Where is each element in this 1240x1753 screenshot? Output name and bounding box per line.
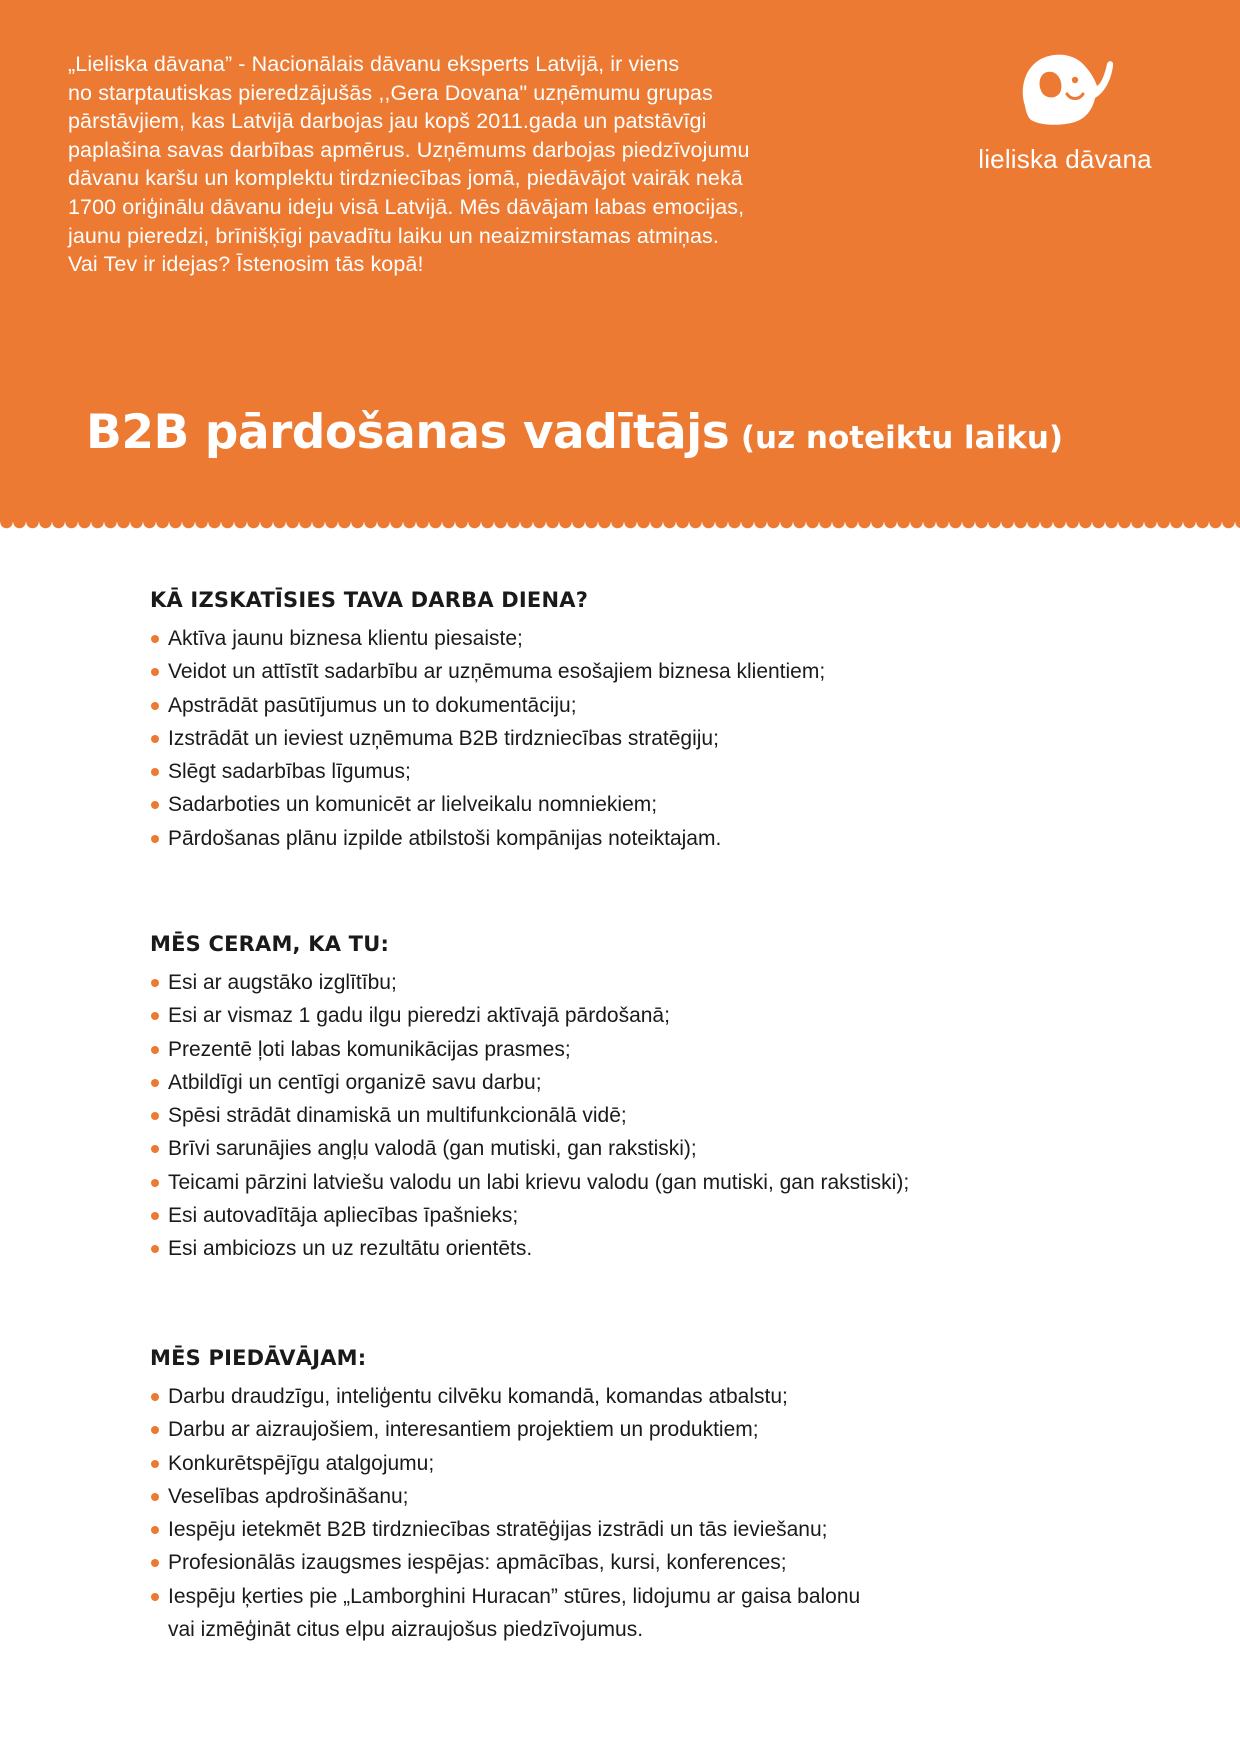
job-title-main: B2B pārdošanas vadītājs: [86, 405, 730, 460]
list-item-text: Esi autovadītāja apliecības īpašnieks;: [168, 1204, 519, 1228]
bullet-list: [150, 966, 1110, 1266]
list-item: [150, 755, 1110, 788]
bullet-icon: [151, 768, 159, 776]
list-item: [150, 1066, 1110, 1099]
list-item: [150, 622, 1110, 655]
bullet-icon: [151, 979, 159, 987]
bullet-icon: [151, 1245, 159, 1253]
list-item-text: Izstrādāt un ieviest uzņēmuma B2B tirdzniecības stratēgiju;: [168, 726, 719, 750]
list-item-continuation: vai izmēģināt citus elpu aizraujošus piedzīvojumus.: [168, 1618, 644, 1642]
list-item: [150, 689, 1110, 722]
bullet-icon: [151, 1179, 159, 1187]
bullet-icon: [151, 1212, 159, 1220]
section-requirements: [150, 932, 1110, 1266]
intro-line: pārstāvjiem, kas Latvijā darbojas jau kopš 2011.gada un patstāvīgi: [68, 109, 707, 134]
list-item: [150, 722, 1110, 755]
bullet-icon: [151, 1012, 159, 1020]
section-workday: [150, 588, 1110, 855]
job-title: [86, 405, 1206, 460]
bullet-icon: [151, 1460, 159, 1468]
list-item-text: Sadarboties un komunicēt ar lielveikalu nomniekiem;: [168, 793, 658, 817]
list-item: [150, 966, 1110, 999]
company-intro: [68, 50, 878, 279]
intro-line: paplašina savas darbības apmērus. Uzņēmums darbojas piedzīvojumu: [68, 137, 750, 162]
bullet-icon: [151, 1112, 159, 1120]
list-item: [150, 1033, 1110, 1066]
bullet-icon: [151, 835, 159, 843]
list-item: [150, 1199, 1110, 1232]
intro-line: jaunu pieredzi, brīnišķīgi pavadītu laiku un neaizmirstamas atmiņas.: [68, 223, 719, 248]
bullet-icon: [151, 1593, 159, 1601]
bullet-icon: [151, 735, 159, 743]
list-item-text: Aktīva jaunu biznesa klientu piesaiste;: [168, 627, 523, 650]
section-offer: [150, 1346, 1110, 1646]
list-item-text: Prezentē ļoti labas komunikācijas prasmes;: [168, 1037, 571, 1061]
intro-line: no starptautiskas pieredzājušās ,,Gera Dovana" uzņēmumu grupas: [68, 80, 713, 105]
section-heading: MĒS CERAM, KA TU:: [150, 932, 390, 956]
list-item-text: Darbu draudzīgu, inteliģentu cilvēku komandā, komandas atbalstu;: [168, 1385, 788, 1408]
bullet-list: [150, 1380, 1110, 1646]
list-item-text: Brīvi sarunājies angļu valodā (gan mutiski, gan rakstiski);: [168, 1137, 697, 1161]
bullet-icon: [151, 1526, 159, 1534]
list-item: [150, 788, 1110, 821]
list-item-text: Apstrādāt pasūtījumus un to dokumentāciju;: [168, 693, 577, 717]
list-item-text: Darbu ar aizraujošiem, interesantiem projektiem un produktiem;: [168, 1418, 759, 1442]
intro-line: Vai Tev ir idejas? Īstenosim tās kopā!: [68, 252, 424, 277]
list-item: [150, 1380, 1110, 1413]
intro-line: 1700 oriģinālu dāvanu ideju visā Latvijā. Mēs dāvājam labas emocijas,: [68, 194, 745, 219]
bullet-icon: [151, 1426, 159, 1434]
bullet-icon: [151, 1079, 159, 1087]
bullet-icon: [151, 1046, 159, 1054]
list-item-text: Veselības apdrošināšanu;: [168, 1484, 409, 1508]
company-logo: [965, 50, 1165, 180]
bullet-icon: [151, 702, 159, 710]
list-item-text: Esi ar augstāko izglītību;: [168, 971, 397, 994]
list-item: [150, 1232, 1110, 1265]
bullet-icon: [151, 801, 159, 809]
list-item-text: Iespēju ietekmēt B2B tirdzniecības stratēģijas izstrādi un tās ieviešanu;: [168, 1518, 828, 1542]
bullet-icon: [151, 668, 159, 676]
list-item: [150, 1132, 1110, 1165]
bullet-icon: [151, 635, 159, 643]
bullet-icon: [151, 1145, 159, 1153]
list-item-text: Slēgt sadarbības līgumus;: [168, 760, 411, 784]
list-item: [150, 655, 1110, 688]
list-item-text: Esi ar vismaz 1 gadu ilgu pieredzi aktīvajā pārdošanā;: [168, 1004, 670, 1028]
bullet-list: [150, 622, 1110, 855]
list-item-text: Teicami pārzini latviešu valodu un labi krievu valodu (gan mutiski, gan rakstiski);: [168, 1170, 910, 1194]
list-item-text: Konkurētspējīgu atalgojumu;: [168, 1451, 435, 1475]
bullet-icon: [151, 1393, 159, 1401]
section-heading: MĒS PIEDĀVĀJAM:: [150, 1346, 367, 1370]
elephant-icon: [1017, 50, 1117, 132]
intro-line: „Lieliska dāvana” - Nacionālais dāvanu eksperts Latvijā, ir viens: [68, 52, 680, 76]
list-item: [150, 1166, 1110, 1199]
intro-line: dāvanu karšu un komplektu tirdzniecības jomā, piedāvājot vairāk nekā: [68, 166, 743, 191]
list-item-text: Veidot un attīstīt sadarbību ar uzņēmuma esošajiem biznesa klientiem;: [168, 660, 826, 684]
list-item-text: Spēsi strādāt dinamiskā un multifunkcionālā vidē;: [168, 1104, 627, 1128]
list-item: [150, 1413, 1110, 1446]
header-banner: [0, 0, 1240, 522]
list-item: [150, 1513, 1110, 1546]
list-item-text: Pārdošanas plānu izpilde atbilstoši kompānijas noteiktajam.: [168, 826, 722, 850]
logo-text: lieliska dāvana: [978, 144, 1152, 174]
bullet-icon: [151, 1559, 159, 1567]
list-item-text: Esi ambiciozs un uz rezultātu orientēts.: [168, 1237, 533, 1261]
job-title-sub: (uz noteiktu laiku): [740, 420, 1064, 456]
list-item-text: Iespēju ķerties pie „Lamborghini Huracan” stūres, lidojumu ar gaisa balonu: [168, 1584, 861, 1608]
list-item: [150, 1447, 1110, 1480]
list-item: [150, 1099, 1110, 1132]
list-item: [150, 999, 1110, 1032]
list-item: [150, 1580, 1110, 1647]
list-item: [150, 1480, 1110, 1513]
list-item: [150, 1546, 1110, 1579]
bullet-icon: [151, 1493, 159, 1501]
scalloped-edge: [0, 522, 1240, 536]
list-item-text: Atbildīgi un centīgi organizē savu darbu;: [168, 1070, 542, 1094]
section-heading: KĀ IZSKATĪSIES TAVA DARBA DIENA?: [150, 588, 589, 612]
list-item-text: Profesionālās izaugsmes iespējas: apmācības, kursi, konferences;: [168, 1551, 787, 1575]
list-item: [150, 822, 1110, 855]
